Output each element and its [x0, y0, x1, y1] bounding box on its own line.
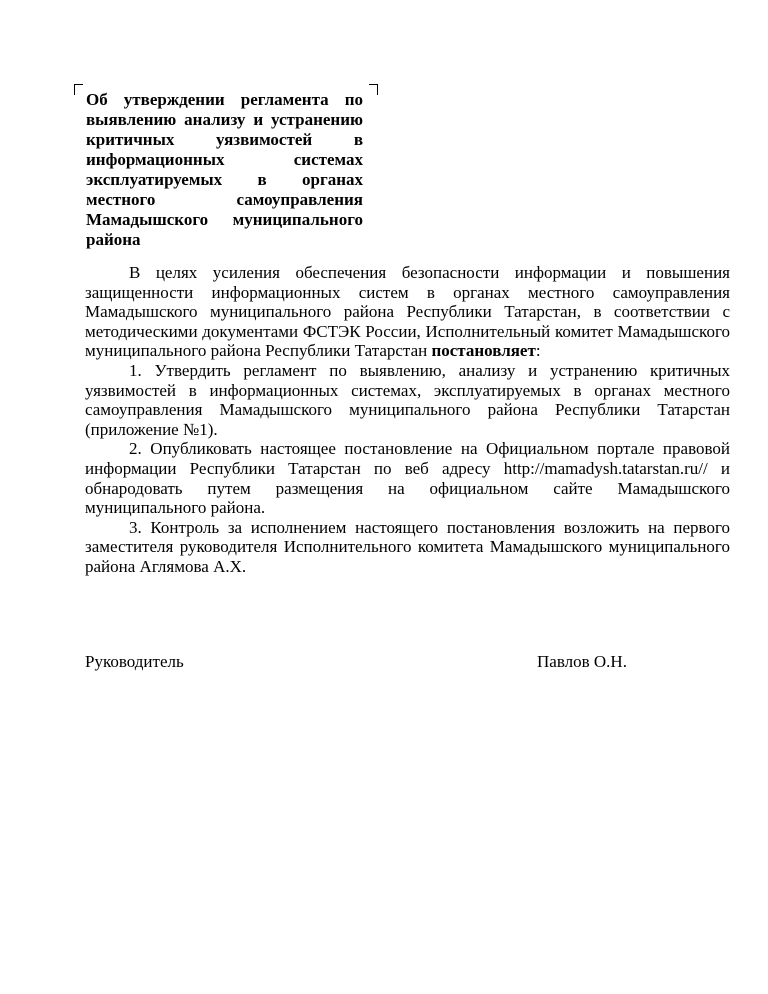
title-corner-left [74, 84, 83, 95]
intro-tail: : [535, 341, 541, 361]
item-1: 1. Утвердить регламент по выявлению, анализу и устранению критичных уязвимостей в информационных системах, эксплуатируемых в органах местного самоуправления Мамадышского муниципального района Республики Татарстан (приложение №1). [85, 360, 730, 439]
intro-emphasis: постановляет [431, 341, 536, 361]
item-2: 2. Опубликовать настоящее постановление на Официальном портале правовой информации Республики Татарстан по веб адресу http://mamadysh.tatarstan.ru// и обнародовать путем размещения на официальном сайте Мамадышского муниципального района. [85, 439, 730, 518]
document-title-block [86, 90, 363, 250]
signature-position: Руководитель [85, 652, 184, 671]
intro-text: В целях усиления обеспечения безопасности информации и повышения защищенности информационных систем в органах местного самоуправления Мамадышского муниципального района Республики Татарстан, в соответствии с методическими документами ФСТЭК России, Исполнительный комитет Мамадышского муниципального района Республики Татарстан [85, 263, 730, 361]
document-title: Об утверждении регламента по выявлению анализу и устранению критичных уязвимостей в информационных системах эксплуатируемых в органах местного самоуправления Мамадышского муниципального района [86, 90, 363, 249]
signature-name: Павлов О.Н. [537, 652, 627, 671]
item-3: 3. Контроль за исполнением настоящего постановления возложить на первого заместителя руководителя Исполнительного комитета Мамадышского муниципального района Аглямова А.Х. [85, 517, 730, 576]
title-corner-right [369, 84, 378, 95]
intro-paragraph [85, 263, 730, 361]
document-body [85, 263, 730, 577]
